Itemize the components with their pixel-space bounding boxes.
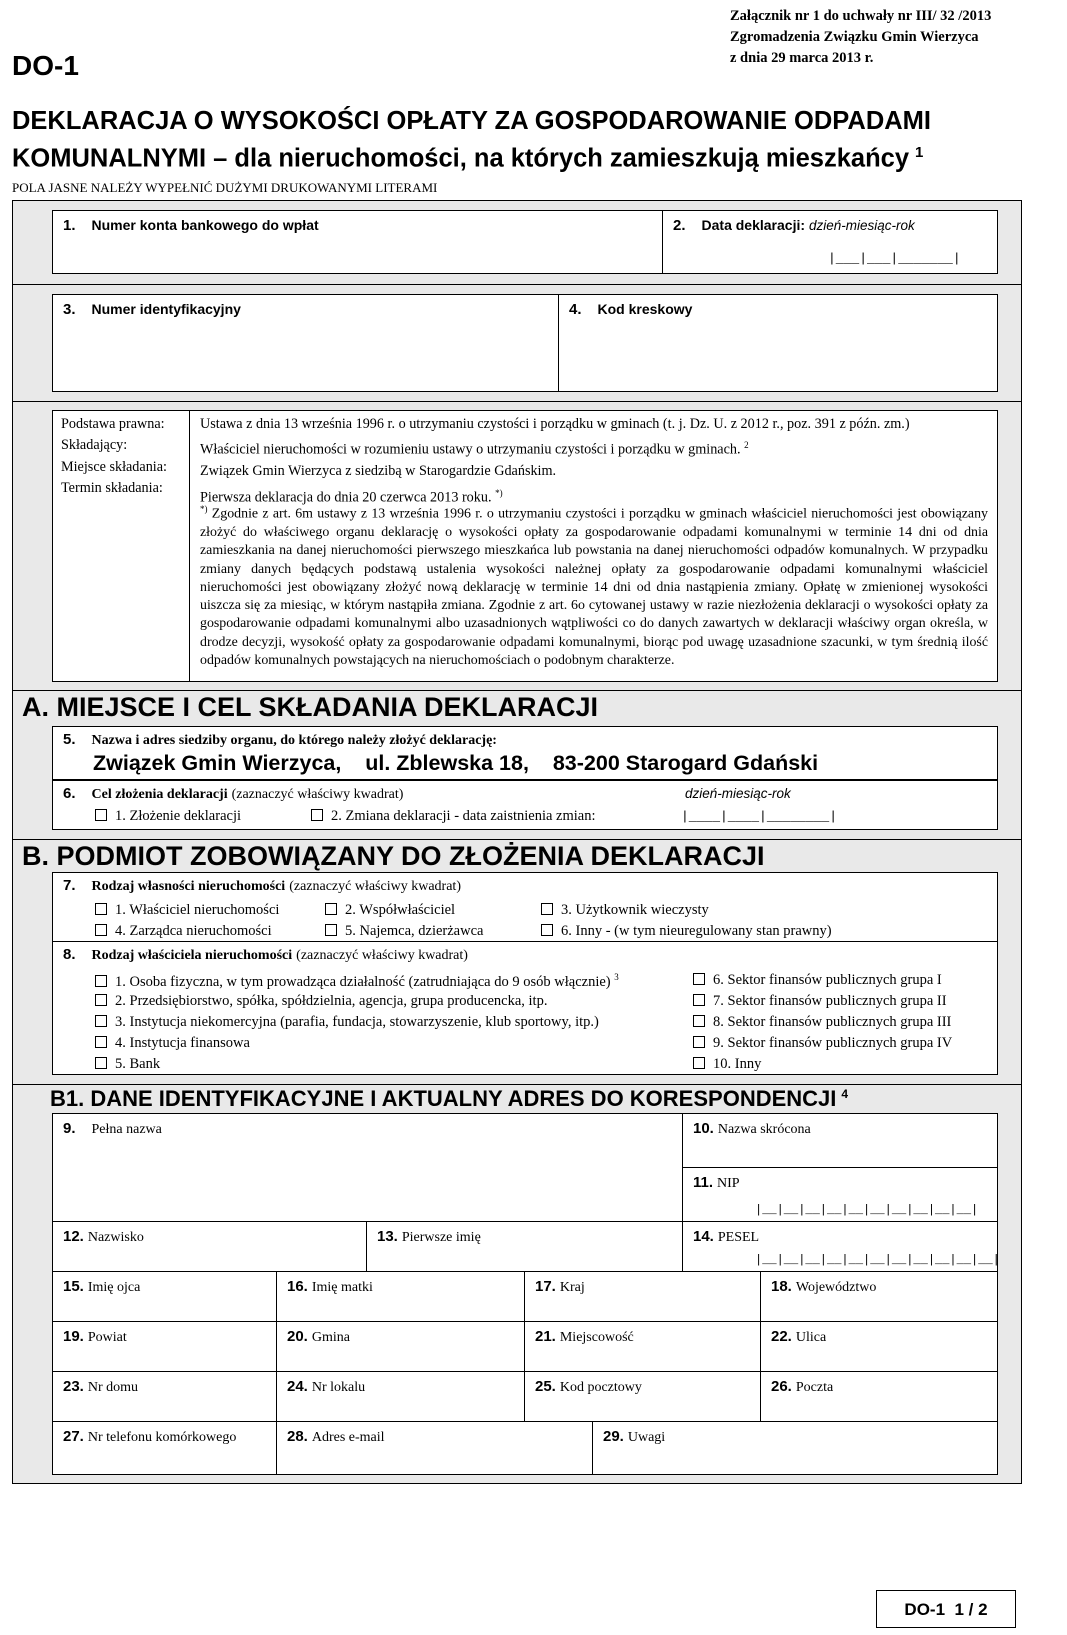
field-label: Pełna nazwa xyxy=(91,1122,162,1137)
checkbox[interactable] xyxy=(693,1015,705,1027)
checkbox[interactable] xyxy=(541,903,553,915)
field-label: Pierwsze imię xyxy=(401,1230,481,1245)
ownership-option-5[interactable] xyxy=(325,923,483,940)
authority-address: Związek Gmin Wierzyca, ul. Zblewska 18, 83-200 Starogard Gdański xyxy=(93,751,819,775)
option-label: 2. Współwłaściciel xyxy=(345,902,456,918)
field-label: Adres e-mail xyxy=(311,1430,385,1445)
page-title xyxy=(12,105,931,175)
form-code: DO-1 xyxy=(12,50,79,81)
field-id-number[interactable] xyxy=(52,294,560,392)
checkbox[interactable] xyxy=(95,1015,107,1027)
owner-option-10[interactable] xyxy=(693,1056,761,1073)
section-b1-title-text: B1. DANE IDENTYFIKACYJNE I AKTUALNY ADRES DO KORESPONDENCJI xyxy=(50,1086,837,1111)
ownership-option-4[interactable] xyxy=(95,923,272,940)
field-label: Imię matki xyxy=(311,1280,373,1295)
field-label: Powiat xyxy=(87,1330,127,1345)
field-ownership-type xyxy=(52,872,998,942)
annex-line-3: z dnia 29 marca 2013 r. xyxy=(730,50,874,66)
field-email[interactable] xyxy=(276,1421,594,1475)
label-legal-basis: Podstawa prawna: xyxy=(61,416,165,432)
page-indicator-text: DO-1 1 / 2 xyxy=(904,1600,988,1619)
field-pesel[interactable] xyxy=(682,1221,998,1273)
value-submitter: Właściciel nieruchomości w rozumieniu ustawy o utrzymaniu czystości i porządku w gminach. xyxy=(200,442,741,459)
field-locality[interactable] xyxy=(524,1321,762,1373)
field-short-name[interactable] xyxy=(682,1113,998,1169)
field-number: 14. xyxy=(693,1228,714,1245)
field-number: 1. xyxy=(63,217,76,234)
ownership-option-2[interactable] xyxy=(325,902,455,919)
field-label: Nr domu xyxy=(87,1380,139,1395)
section-b-title: B. PODMIOT ZOBOWIĄZANY DO ZŁOŻENIA DEKLARACJI xyxy=(22,841,765,871)
change-date-mask[interactable]: |____|____|________| xyxy=(681,809,838,824)
field-mother-name[interactable] xyxy=(276,1271,526,1323)
field-number: 17. xyxy=(535,1278,556,1295)
field-number: 27. xyxy=(63,1428,84,1445)
field-number: 16. xyxy=(287,1278,308,1295)
annex-note xyxy=(730,6,991,69)
label-deadline: Termin składania: xyxy=(61,479,163,496)
page-indicator xyxy=(876,1590,1016,1628)
annex-line-2: Zgromadzenia Związku Gmin Wierzyca xyxy=(730,29,979,45)
option-label: 3. Instytucja niekomercyjna (parafia, fundacja, stowarzyszenie, klub sportowy, itp.) xyxy=(115,1014,599,1030)
field-label: NIP xyxy=(717,1176,740,1191)
footnote-ref-2: 2 xyxy=(744,440,749,451)
field-number: 4. xyxy=(569,301,582,318)
field-bank-account[interactable] xyxy=(52,210,664,274)
field-nip[interactable] xyxy=(682,1167,998,1223)
owner-option-8[interactable] xyxy=(693,1014,951,1031)
option-label: 2. Zmiana deklaracji - data zaistnienia zmian: xyxy=(331,808,596,824)
field-label: Numer identyfikacyjny xyxy=(91,301,241,317)
field-label: PESEL xyxy=(717,1230,760,1245)
field-voivodeship[interactable] xyxy=(760,1271,998,1323)
section-b1-title xyxy=(50,1086,848,1112)
field-label: Rodzaj właściciela nieruchomości xyxy=(91,948,293,963)
title-footnote-ref: 1 xyxy=(915,144,924,161)
owner-option-4[interactable] xyxy=(95,1035,250,1052)
field-label: Nazwa i adres siedziby organu, do którego należy złożyć deklarację: xyxy=(91,733,497,748)
field-number: 9. xyxy=(63,1120,76,1137)
option-change[interactable] xyxy=(311,808,596,825)
owner-option-1[interactable] xyxy=(95,972,619,991)
footnote-ref-4: 4 xyxy=(841,1086,849,1101)
checkbox[interactable] xyxy=(95,994,107,1006)
owner-option-7[interactable] xyxy=(693,993,947,1010)
legal-values xyxy=(200,414,990,509)
field-number: 21. xyxy=(535,1328,556,1345)
annex-line-1: Załącznik nr 1 do uchwały nr III/ 32 /2013 xyxy=(730,8,992,24)
field-number: 10. xyxy=(693,1120,714,1137)
option-label: 1. Złożenie deklaracji xyxy=(115,808,242,824)
field-mobile-phone[interactable] xyxy=(52,1421,278,1475)
nip-mask: |__|__|__|__|__|__|__|__|__|__| xyxy=(755,1203,979,1217)
field-house-number[interactable] xyxy=(52,1371,278,1423)
field-father-name[interactable] xyxy=(52,1271,278,1323)
title-line-2: KOMUNALNYMI – dla nieruchomości, na których zamieszkują mieszkańcy xyxy=(12,144,910,173)
checkbox[interactable] xyxy=(95,1036,107,1048)
checkbox[interactable] xyxy=(95,1057,107,1069)
field-declaration-date[interactable] xyxy=(662,210,998,274)
field-number: 2. xyxy=(673,217,686,234)
owner-option-2[interactable] xyxy=(95,993,547,1010)
option-label: 6. Inny - (w tym nieuregulowany stan prawny) xyxy=(561,923,832,939)
checkbox[interactable] xyxy=(693,1057,705,1069)
field-number: 23. xyxy=(63,1378,84,1395)
pesel-mask: |__|__|__|__|__|__|__|__|__|__|__| xyxy=(755,1253,1000,1267)
field-label: Kod kreskowy xyxy=(597,301,693,317)
field-remarks[interactable] xyxy=(592,1421,998,1475)
field-number: 22. xyxy=(771,1328,792,1345)
owner-option-6[interactable] xyxy=(693,972,942,989)
field-surname[interactable] xyxy=(52,1221,368,1273)
owner-option-5[interactable] xyxy=(95,1056,160,1073)
field-number: 13. xyxy=(377,1228,398,1245)
option-submit[interactable] xyxy=(95,808,241,825)
option-label: 4. Zarządca nieruchomości xyxy=(115,923,272,939)
field-number: 28. xyxy=(287,1428,308,1445)
field-country[interactable] xyxy=(524,1271,762,1323)
field-post-office[interactable] xyxy=(760,1371,998,1423)
legal-footnote xyxy=(200,500,988,670)
field-number: 6. xyxy=(63,785,76,802)
field-number: 5. xyxy=(63,731,76,748)
field-number: 26. xyxy=(771,1378,792,1395)
field-full-name[interactable] xyxy=(52,1113,684,1223)
field-label: Poczta xyxy=(795,1380,834,1395)
date-hint: dzień-miesiąc-rok xyxy=(809,218,915,233)
field-number: 15. xyxy=(63,1278,84,1295)
field-label: Ulica xyxy=(795,1330,827,1345)
field-street[interactable] xyxy=(760,1321,998,1373)
field-label: Nazwa skrócona xyxy=(717,1122,811,1137)
checkbox[interactable] xyxy=(325,924,337,936)
option-label: 1. Osoba fizyczna, w tym prowadząca działalność (zatrudniająca do 9 osób włącznie) xyxy=(115,973,611,990)
checkbox[interactable] xyxy=(311,809,323,821)
purpose-date-hint: dzień-miesiąc-rok xyxy=(685,786,791,801)
checkbox[interactable] xyxy=(95,809,107,821)
field-number: 24. xyxy=(287,1378,308,1395)
field-purpose xyxy=(52,780,998,830)
checkbox[interactable] xyxy=(325,903,337,915)
checkbox[interactable] xyxy=(541,924,553,936)
field-number: 8. xyxy=(63,946,76,963)
field-barcode[interactable] xyxy=(558,294,998,392)
field-label: Nr lokalu xyxy=(311,1380,366,1395)
field-label-note: (zaznaczyć właściwy kwadrat) xyxy=(296,948,468,963)
owner-option-9[interactable] xyxy=(693,1035,952,1052)
field-number: 29. xyxy=(603,1428,624,1445)
field-number: 12. xyxy=(63,1228,84,1245)
date-mask: |___|___|_______| xyxy=(828,251,961,266)
field-label: Kod pocztowy xyxy=(559,1380,642,1395)
field-number: 3. xyxy=(63,301,76,318)
field-label: Imię ojca xyxy=(87,1280,141,1295)
owner-option-3[interactable] xyxy=(95,1014,599,1031)
title-line-1: DEKLARACJA O WYSOKOŚCI OPŁATY ZA GOSPODAROWANIE ODPADAMI xyxy=(12,107,931,135)
footnote-text: Zgodnie z art. 6m ustawy z 13 września 1996 r. o utrzymaniu czystości i porządku w gminach właściciel nieruchomości jest obowiązany złożyć do właściwego organu deklarację o wysokości opłaty za gospodarowanie odpadami komunalnymi w terminie 14 dni od dnia zamieszkania na danej nieruchomości pierwszego mieszkańca lub powstania na danej nieruchomości odpadów komunalnych. W przypadku zmiany danych będących podstawą ustalenia wysokości należnej opłaty za gospodarowanie odpadami komunalnymi właściciel nieruchomości jest obowiązany złożyć nową deklarację w terminie 14 dni od dnia nastąpienia zmiany. Opłatę w zmienionej wysokości uiszcza się za miesiąc, w którym nastąpiła zmiana. Zgodnie z art. 6o cytowanej ustawy w razie niezłożenia deklaracji o wysokości opłaty za gospodarowanie odpadami komunalnymi albo uzasadnionych wątpliwości co do danych zawartych w deklaracji właściwy organ określa, w drodze decyzji, wysokość opłaty za gospodarowanie odpadami komunalnymi, biorąc pod uwagę uzasadnione szacunki, w tym średnią ilość odpadów komunalnych powstających na nieruchomościach o podobnym charakterze. xyxy=(200,506,988,668)
field-label: Województwo xyxy=(795,1280,877,1295)
field-label-note: (zaznaczyć właściwy kwadrat) xyxy=(289,879,461,894)
checkbox[interactable] xyxy=(693,1036,705,1048)
field-number: 19. xyxy=(63,1328,84,1345)
field-number: 7. xyxy=(63,877,76,894)
field-apartment-number[interactable] xyxy=(276,1371,526,1423)
field-label: Nr telefonu komórkowego xyxy=(87,1430,237,1445)
value-place: Związek Gmin Wierzyca z siedzibą w Starogardzie Gdańskim. xyxy=(200,463,557,480)
footnote-ref-3: 3 xyxy=(614,972,619,982)
field-number: 11. xyxy=(693,1174,714,1191)
field-first-name[interactable] xyxy=(366,1221,684,1273)
field-authority xyxy=(52,726,998,780)
value-deadline: Pierwsza deklaracja do dnia 20 czerwca 2013 roku. xyxy=(200,489,492,506)
field-label: Cel złożenia deklaracji xyxy=(91,787,228,802)
field-municipality[interactable] xyxy=(276,1321,526,1373)
section-a-title: A. MIEJSCE I CEL SKŁADANIA DEKLARACJI xyxy=(22,692,599,722)
field-label: Uwagi xyxy=(627,1430,666,1445)
checkbox[interactable] xyxy=(95,975,107,987)
field-number: 20. xyxy=(287,1328,308,1345)
option-label: 1. Właściciel nieruchomości xyxy=(115,902,280,918)
field-label-note: (zaznaczyć właściwy kwadrat) xyxy=(231,787,404,802)
field-label: Kraj xyxy=(559,1280,585,1295)
checkbox[interactable] xyxy=(693,973,705,985)
option-label: 10. Inny xyxy=(713,1056,762,1072)
option-label: 5. Bank xyxy=(115,1056,161,1072)
checkbox[interactable] xyxy=(693,994,705,1006)
footnote-mark: *) xyxy=(200,504,208,514)
option-label: 8. Sektor finansów publicznych grupa III xyxy=(713,1014,952,1030)
field-label: Gmina xyxy=(311,1330,350,1345)
ownership-option-3[interactable] xyxy=(541,902,709,919)
field-number: 18. xyxy=(771,1278,792,1295)
ownership-option-6[interactable] xyxy=(541,923,832,940)
option-label: 9. Sektor finansów publicznych grupa IV xyxy=(713,1035,953,1051)
option-label: 3. Użytkownik wieczysty xyxy=(561,902,709,918)
field-label: Nazwisko xyxy=(87,1230,144,1245)
field-postal-code[interactable] xyxy=(524,1371,762,1423)
label-submitter: Składający: xyxy=(61,437,128,454)
footnote-ref-star: *) xyxy=(495,487,503,498)
value-legal-basis: Ustawa z dnia 13 września 1996 r. o utrzymaniu czystości i porządku w gminach (t. j. Dz. U. z 2012 r., poz. 391 z późn. zm.) xyxy=(200,416,910,432)
option-label: 4. Instytucja finansowa xyxy=(115,1035,250,1051)
field-label: Numer konta bankowego do wpłat xyxy=(91,217,319,233)
ownership-option-1[interactable] xyxy=(95,902,279,919)
legal-labels xyxy=(61,414,167,499)
field-label: Miejscowość xyxy=(559,1330,634,1345)
option-label: 6. Sektor finansów publicznych grupa I xyxy=(713,972,942,988)
checkbox[interactable] xyxy=(95,924,107,936)
field-label: Data deklaracji: xyxy=(701,217,806,233)
field-label: Rodzaj własności nieruchomości xyxy=(91,879,286,894)
field-owner-type xyxy=(52,941,998,1075)
instruction: POLA JASNE NALEŻY WYPEŁNIĆ DUŻYMI DRUKOWANYMI LITERAMI xyxy=(12,180,438,195)
label-place: Miejsce składania: xyxy=(61,458,167,475)
field-number: 25. xyxy=(535,1378,556,1395)
option-label: 7. Sektor finansów publicznych grupa II xyxy=(713,993,947,1009)
option-label: 5. Najemca, dzierżawca xyxy=(345,923,484,939)
option-label: 2. Przedsiębiorstwo, spółka, spółdzielnia, agencja, grupa producencka, itp. xyxy=(115,993,548,1009)
field-county[interactable] xyxy=(52,1321,278,1373)
checkbox[interactable] xyxy=(95,903,107,915)
